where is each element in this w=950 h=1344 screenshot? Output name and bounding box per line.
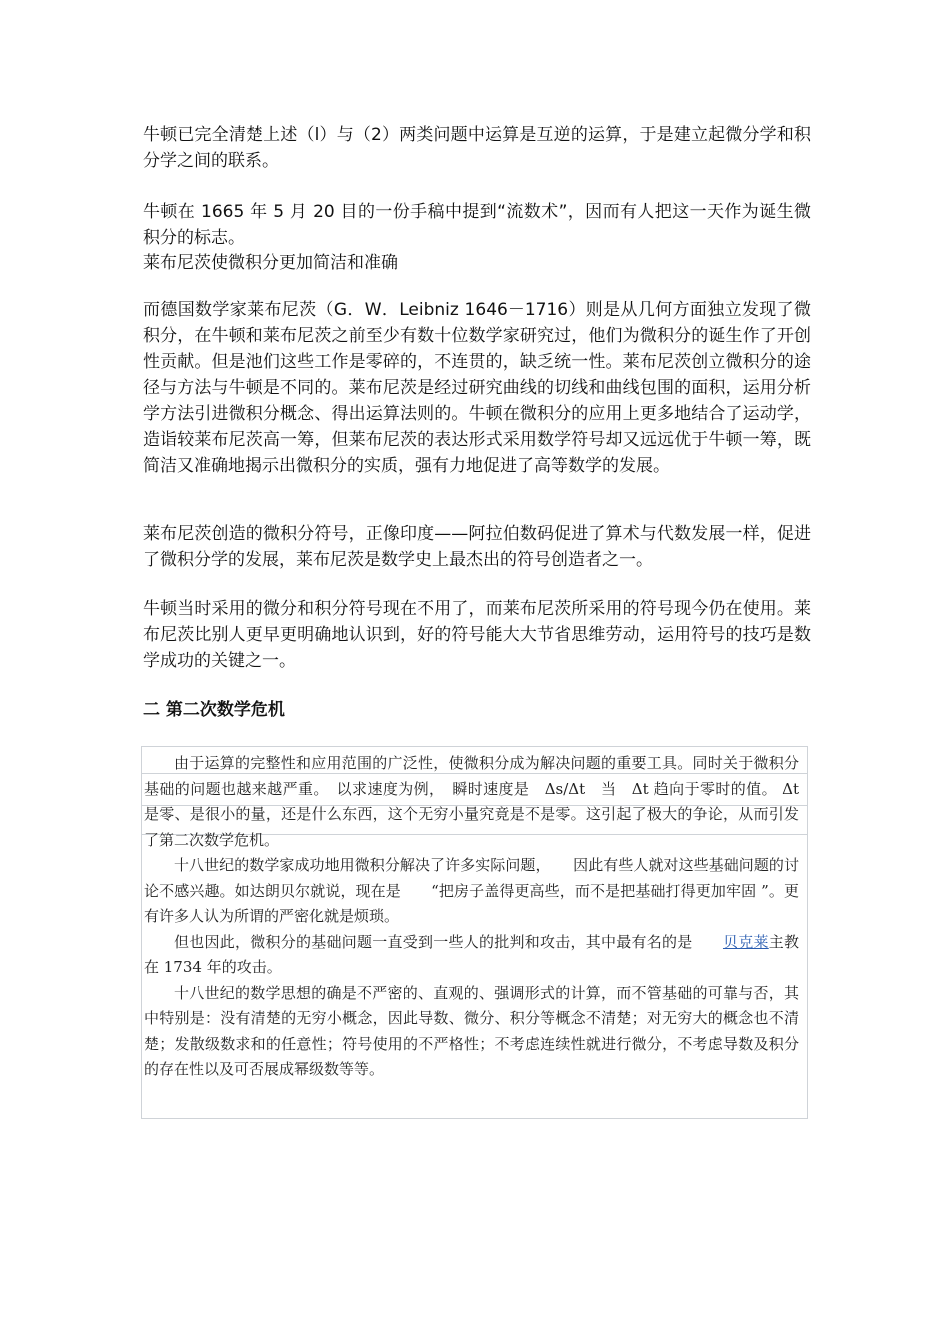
paragraph-leibniz-discovery: 而德国数学家莱布尼茨（G．W．Leibniz 1646－1716）则是从几何方面独立发现了微积分，在牛顿和莱布尼茨之前至少有数十位数学家研究过，他们为微积分的诞生作了开创性贡献。但是池们这些工作是零碎的，不连贯的，缺乏统一性。莱布尼茨创立微积分的途径与方法与牛顿是不同的。莱布尼茨是经过研究曲线的切线和曲线包围的面积，运用分析学方法引进微积分概念、得出运算法则的。牛顿在微积分的应用上更多地结合了运动学，造诣较莱布尼茨高一筹，但莱布尼茨的表达形式采用数学符号却又远远优于牛顿一筹，既简洁又准确地揭示出微积分的实质，强有力地促进了高等数学的发展。 (143, 300, 811, 476)
section-title: 二 第二次数学危机 (143, 700, 285, 720)
box-paragraph-berkeley (144, 930, 799, 981)
box-text: 但也因此，微积分的基础问题一直受到一些人的批判和攻击，其中最有名的是 (174, 932, 723, 951)
box-paragraph-18th-century: 十八世纪的数学家成功地用微积分解决了许多实际问题， 因此有些人就对这些基础问题的讨论不感兴趣。如达朗贝尔就说，现在是 “把房子盖得更高些，而不是把基础打得更加牢固 ”。更有许多人认为所谓的严密化就是烦琐。 (144, 856, 799, 925)
box-text: 主教在 1734 年的攻击。 (144, 932, 799, 976)
berkeley-link[interactable]: 贝克莱 (722, 932, 769, 951)
box-paragraph-crisis-origin: 由于运算的完整性和应用范围的广泛性，使微积分成为解决问题的重要工具。同时关于微积分基础的问题也越来越严重。 以求速度为例， 瞬时速度是 Δs/Δt 当 Δt 趋向于零时的值。 Δt 是零、是很小的量，还是什么东西，这个无穷小量究竟是不是零。这引起了极大的争论，从而引发了第二次数学危机。 (144, 754, 799, 849)
paragraph-notation-comparison: 牛顿当时采用的微分和积分符号现在不用了，而莱布尼茨所采用的符号现今仍在使用。莱布尼茨比别人更早更明确地认识到，好的符号能大大节省思维劳动，运用符号的技巧是数学成功的关键之一。 (143, 599, 811, 671)
paragraph-newton-manuscript: 牛顿在 1665 年 5 月 20 目的一份手稿中提到“流数术”，因而有人把这一天作为诞生微积分的标志。 (143, 202, 811, 248)
box-paragraph-non-rigor: 十八世纪的数学思想的确是不严密的、直观的、强调形式的计算，而不管基础的可靠与否，其中特别是：没有清楚的无穷小概念，因此导数、微分、积分等概念不清楚；对无穷大的概念也不清楚；发散级数求和的任意性；符号使用的不严格性；不考虑连续性就进行微分，不考虑导数及积分的存在性以及可否展成幂级数等等。 (144, 983, 799, 1078)
quoted-text-box (141, 746, 808, 1119)
box-content (144, 751, 799, 1083)
paragraph-inverse-operations: 牛顿已完全清楚上述（l）与（2）两类问题中运算是互逆的运算，于是建立起微分学和积分学之间的联系。 (143, 125, 811, 171)
subheading-leibniz: 莱布尼茨使微积分更加简洁和准确 (143, 253, 398, 273)
paragraph-leibniz-symbols: 莱布尼茨创造的微积分符号，正像印度——阿拉伯数码促进了算术与代数发展一样，促进了微积分学的发展，莱布尼茨是数学史上最杰出的符号创造者之一。 (143, 524, 811, 570)
